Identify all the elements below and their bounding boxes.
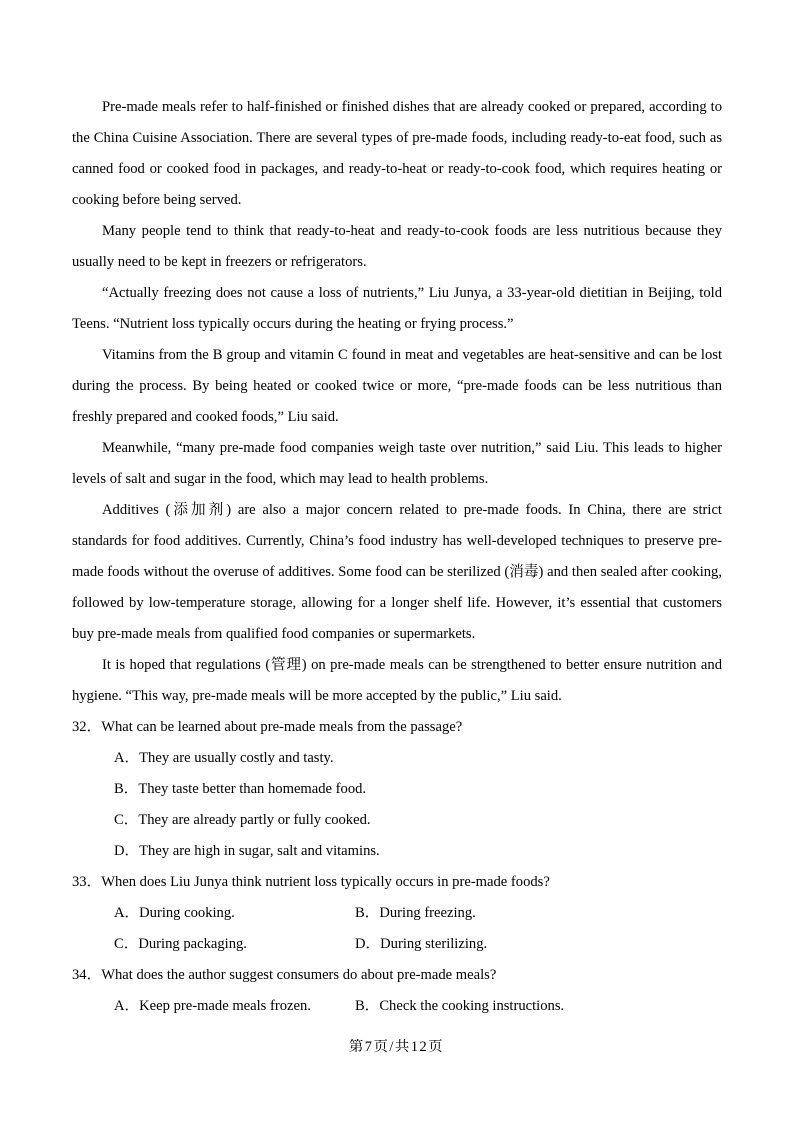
passage-paragraph: Meanwhile, “many pre-made food companies weigh taste over nutrition,” said Liu. This leads to higher levels of salt and sugar in the food, which may lead to health problems.: [72, 440, 722, 487]
option-a[interactable]: A．They are usually costly and tasty.: [114, 750, 334, 766]
option-a[interactable]: A．During cooking.: [114, 905, 235, 921]
option-d[interactable]: D．During sterilizing.: [355, 936, 488, 952]
option-b[interactable]: B．During freezing.: [355, 905, 476, 921]
page-footer: [0, 1037, 793, 1057]
option-row: [72, 898, 722, 929]
option-c[interactable]: C．They are already partly or fully cooked.: [114, 812, 371, 828]
footer-separator: /: [389, 1039, 395, 1055]
option-c[interactable]: C．During packaging.: [114, 936, 247, 952]
question-stem: 32．What can be learned about pre-made meals from the passage?: [72, 719, 463, 735]
passage-paragraph: Pre-made meals refer to half-finished or finished dishes that are already cooked or prepared, according to the China Cuisine Association. There are several types of pre-made foods, including ready-to-eat food, such as canned food or cooked food in packages, and ready-to-heat or ready-to-cook food, which requires heating or cooking before being served.: [72, 99, 722, 208]
question-33: [72, 867, 722, 960]
question-34: [72, 960, 722, 1022]
passage-paragraph: It is hoped that regulations (管理) on pre-made meals can be strengthened to better ensure nutrition and hygiene. “This way, pre-made meals will be more accepted by the public,” Liu said.: [72, 657, 722, 704]
passage-paragraph: “Actually freezing does not cause a loss of nutrients,” Liu Junya, a 33-year-old dietitian in Beijing, told Teens. “Nutrient loss typically occurs during the heating or frying process.”: [72, 285, 722, 332]
footer-total-pages: 12: [410, 1039, 429, 1055]
question-stem: 34．What does the author suggest consumers do about pre-made meals?: [72, 967, 497, 983]
option-d[interactable]: D．They are high in sugar, salt and vitamins.: [114, 843, 380, 859]
question-options: [72, 991, 722, 1022]
option-row: [72, 991, 722, 1022]
option-a[interactable]: A．Keep pre-made meals frozen.: [114, 998, 311, 1014]
passage-paragraph: Many people tend to think that ready-to-heat and ready-to-cook foods are less nutritious because they usually need to be kept in freezers or refrigerators.: [72, 223, 722, 270]
footer-unit-1: 页: [373, 1039, 390, 1055]
passage-paragraph: Additives (添加剂) are also a major concern related to pre-made foods. In China, there are strict standards for food additives. Currently, China’s food industry has well-developed techniques to preserve pre-made foods without the overuse of additives. Some food can be sterilized (消毒) and then sealed after cooking, followed by low-temperature storage, allowing for a longer shelf life. However, it’s essential that customers buy pre-made meals from qualified food companies or supermarkets.: [72, 502, 722, 642]
footer-unit-2: 页: [428, 1039, 445, 1055]
footer-current-page: 7: [364, 1039, 374, 1055]
question-stem: 33．When does Liu Junya think nutrient loss typically occurs in pre-made foods?: [72, 874, 550, 890]
question-options: [72, 898, 722, 960]
question-options: [72, 743, 722, 867]
footer-prefix: 第: [348, 1039, 365, 1055]
page-content: [72, 92, 722, 1022]
option-row: [72, 929, 722, 960]
option-b[interactable]: B．Check the cooking instructions.: [355, 998, 565, 1014]
question-32: [72, 712, 722, 867]
option-b[interactable]: B．They taste better than homemade food.: [114, 781, 367, 797]
passage-paragraph: Vitamins from the B group and vitamin C found in meat and vegetables are heat-sensitive and can be lost during the process. By being heated or cooked twice or more, “pre-made foods can be less nutritious than freshly prepared and cooked foods,” Liu said.: [72, 347, 722, 425]
reading-passage: [72, 92, 722, 712]
footer-total-prefix: 共: [394, 1039, 411, 1055]
